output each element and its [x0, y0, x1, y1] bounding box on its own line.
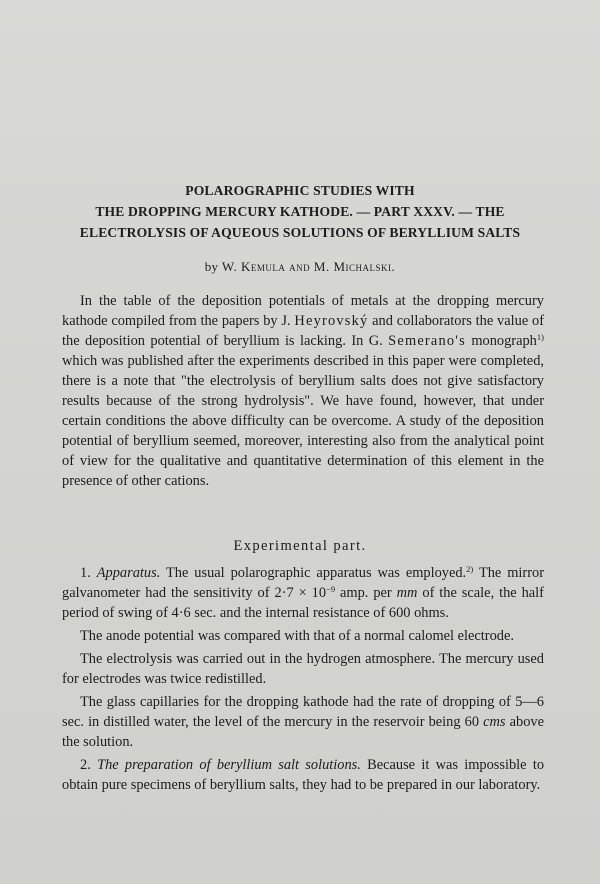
title-line-1: POLAROGRAPHIC STUDIES WITH	[185, 183, 415, 198]
apparatus-paragraph	[62, 563, 544, 623]
intro-text-2: and collaborators the value of the deposition potential of beryllium is lacking. In G.	[62, 313, 544, 349]
unit-cms: cms	[483, 714, 506, 730]
preparation-label: The preparation of beryllium salt solutions.	[97, 757, 361, 773]
apparatus-text-4: of the scale, the half period of swing of 4·6 sec. and the internal resistance of 600 ohms.	[62, 585, 544, 621]
author-names: W. Kemula and M. Michalski.	[221, 259, 396, 274]
title-line-2: THE DROPPING MERCURY KATHODE. — PART XXXV. — THE	[95, 204, 505, 219]
apparatus-label: Apparatus.	[96, 565, 161, 581]
apparatus-text-2: The mirror galvanometer had the sensitivity of 2·7 × 10	[62, 565, 545, 601]
intro-text-1: In the table of the deposition potentials of metals at the dropping mercury kathode compiled from the papers by J.	[62, 293, 544, 329]
intro-paragraph	[62, 291, 544, 491]
author-line	[40, 259, 560, 275]
section-heading: Experimental part.	[233, 538, 367, 554]
preparation-text: Because it was impossible to obtain pure specimens of beryllium salts, they had to be prepared in our laboratory.	[62, 757, 545, 793]
hydrogen-text: The electrolysis was carried out in the hydrogen atmosphere. The mercury used for electrodes was twice redistilled.	[62, 651, 544, 687]
item-number-2: 2.	[80, 757, 91, 773]
footnote-ref-2: 2)	[466, 564, 474, 574]
footnote-ref-1: 1)	[536, 332, 544, 342]
apparatus-text-1: The usual polarographic apparatus was employed.	[165, 565, 467, 581]
author-name-semerano: Semerano's	[388, 333, 466, 349]
intro-text-4: which was published after the experiments described in this paper were completed, there is a note that "the electrolysis of beryllium salts does not give satisfactory results because of the strong hydrolysis". We have found, however, that under certain conditions the above difficulty can be overcome. A study of the deposition potential of beryllium seemed, moreover, interesting also from the analytical point of view for the qualitative and quantitative determination of this element in the presence of other cations.	[62, 353, 544, 489]
capillaries-text-2: above the solution.	[62, 714, 544, 750]
experimental-body	[62, 563, 544, 798]
anode-paragraph	[62, 626, 544, 646]
anode-text: The anode potential was compared with that of a normal calomel electrode.	[80, 628, 514, 644]
author-prefix: by	[204, 259, 219, 274]
capillaries-paragraph	[62, 692, 544, 752]
unit-mm: mm	[396, 585, 418, 601]
preparation-paragraph	[62, 755, 544, 795]
capillaries-text-1: The glass capillaries for the dropping kathode had the rate of dropping of 5—6 sec. in distilled water, the level of the mercury in the reservoir being 60	[62, 694, 544, 730]
author-name-heyrovsky: Heyrovský	[294, 313, 369, 329]
exponent: −9	[326, 584, 336, 594]
paper-title	[40, 180, 560, 243]
hydrogen-paragraph	[62, 649, 544, 689]
title-line-3: ELECTROLYSIS OF AQUEOUS SOLUTIONS OF BERYLLIUM SALTS	[79, 225, 521, 240]
intro-text-3: monograph	[471, 333, 537, 349]
apparatus-text-3: amp. per	[340, 585, 392, 601]
item-number-1: 1.	[80, 565, 91, 581]
